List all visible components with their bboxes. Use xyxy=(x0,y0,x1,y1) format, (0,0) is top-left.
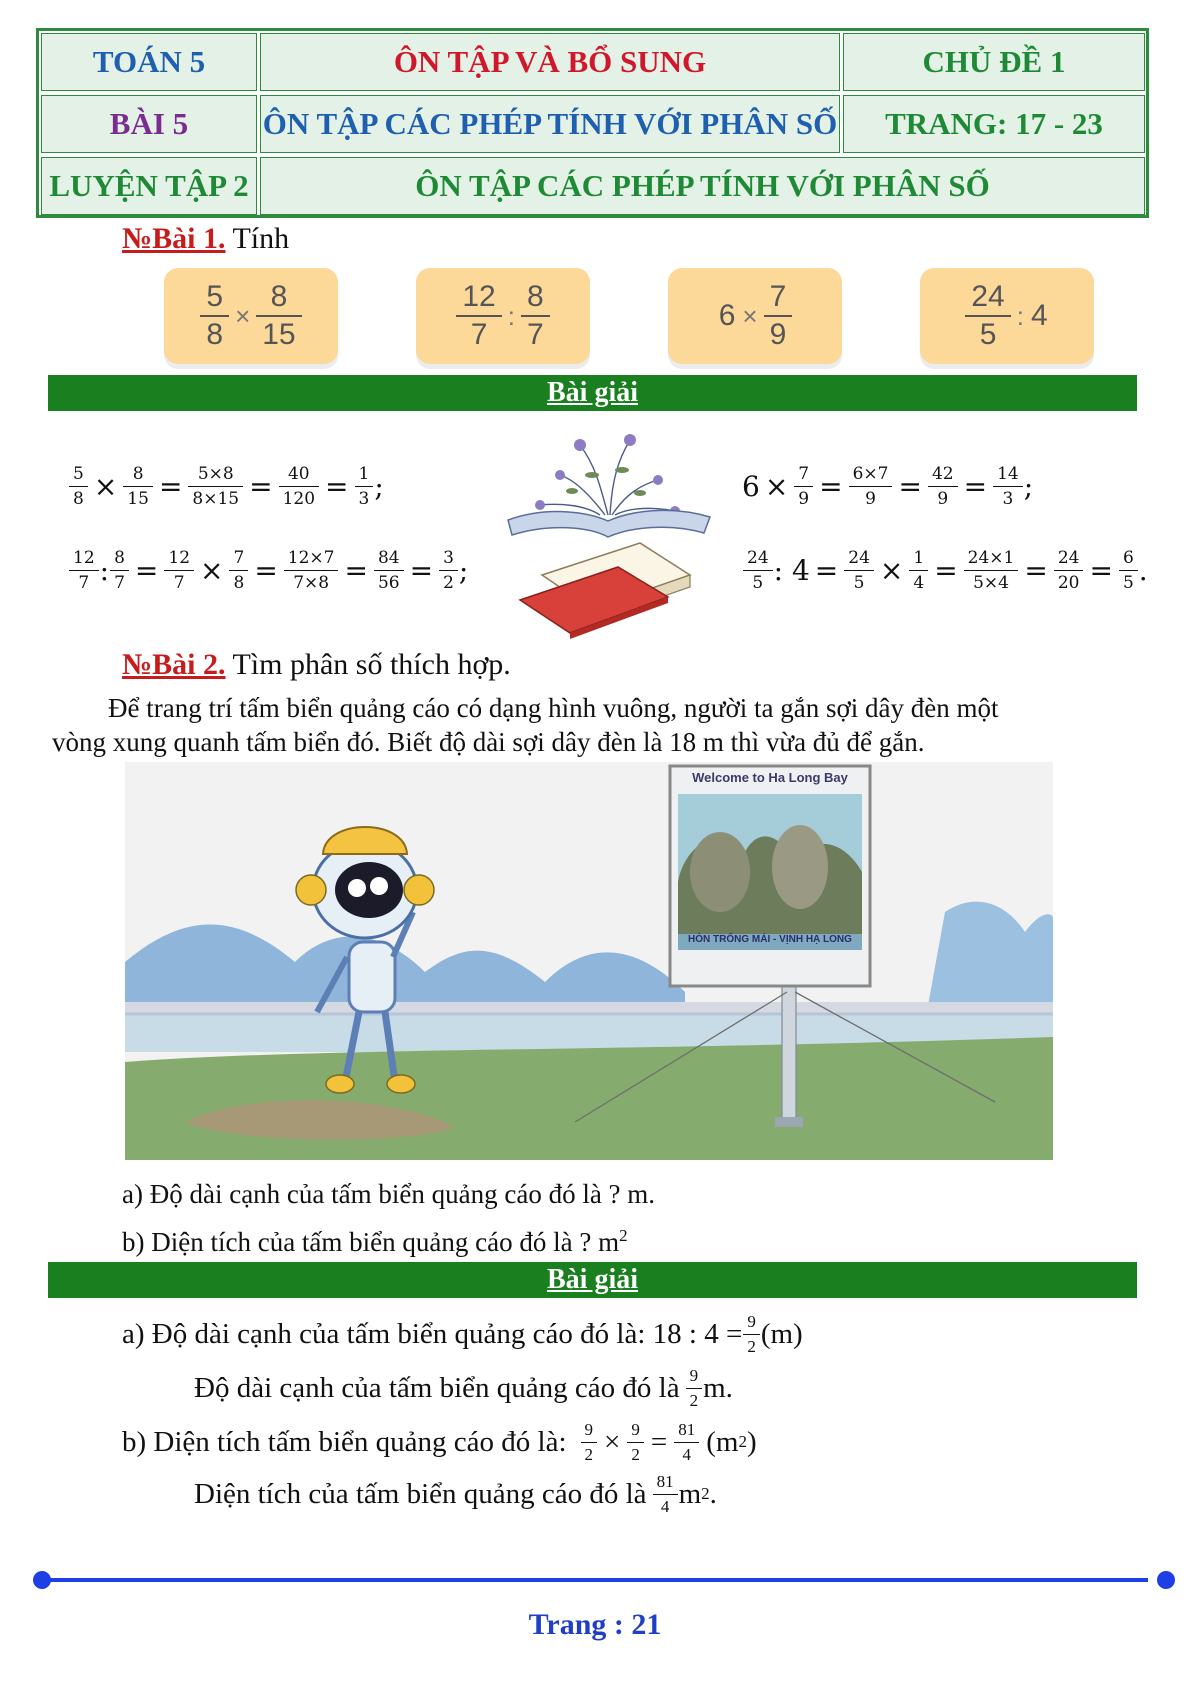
scene-drawing xyxy=(125,762,1053,1160)
topic-cell: ÔN TẬP VÀ BỔ SUNG xyxy=(260,33,840,91)
ex1-instruction: Tính xyxy=(232,222,290,255)
ex1-solution-3: 6 × 7 9 = 6×7 9 = 42 9 = 14 3 ; xyxy=(742,464,1034,509)
pages-cell: TRANG: 17 - 23 xyxy=(843,95,1145,153)
sign-caption: HÒN TRỐNG MÁI - VỊNH HẠ LONG xyxy=(688,934,852,945)
ex2-solution-a: a) Độ dài cạnh của tấm biển quảng cáo đó là: 18 : 4 = 9 2 (m) xyxy=(122,1310,803,1358)
ex1-solution-2: 12 7 : 8 7 = 12 7 × 7 8 = 12×7 7×8 = 84 56 = 3 2 ; xyxy=(68,546,468,595)
ex1-solution-1: 5 8 × 8 15 = 5×8 8×15 = 40 120 = 1 3 ; xyxy=(68,462,384,511)
sign-header: Welcome to Ha Long Bay xyxy=(692,770,848,785)
chapter-cell: CHỦ ĐỀ 1 xyxy=(843,33,1145,91)
ex1-solution-4: 24 5 : 4 = 24 5 × 1 4 = 24×1 5×4 = 24 20 = 6 5 . xyxy=(742,546,1148,595)
ex2-label: №Bài 2. xyxy=(122,648,226,681)
ex1-solution-bar: Bài giải xyxy=(48,375,1137,411)
subject-cell: TOÁN 5 xyxy=(41,33,257,91)
ex2-problem-line-2: vòng xung quanh tấm biển đó. Biết độ dài sợi dây đèn là 18 m thì vừa đủ để gắn. xyxy=(52,727,925,757)
lesson-cell: BÀI 5 xyxy=(41,95,257,153)
exercise-card-3: 6 × 7 9 xyxy=(668,268,842,364)
ex1-heading xyxy=(122,222,289,256)
exercise-card-4: 24 5 : 4 xyxy=(920,268,1094,364)
footer-dot-right xyxy=(1157,1571,1175,1589)
page-number: Trang : 21 xyxy=(528,1608,662,1641)
ex1-label: №Bài 1. xyxy=(122,222,226,255)
exercise-card-2: 12 7 : 8 7 xyxy=(416,268,590,364)
ex2-problem-line-1: Để trang trí tấm biển quảng cáo có dạng hình vuông, người ta gắn sợi dây đèn một xyxy=(108,693,999,723)
fraction-9-2: 9 2 xyxy=(745,1310,758,1359)
ex2-solution-b: b) Diện tích tấm biển quảng cáo đó là: 9 2 × 9 2 = 81 4 (m 2 ) xyxy=(122,1419,757,1464)
footer-dot-left xyxy=(33,1571,51,1589)
ha-long-illustration xyxy=(125,762,1053,1160)
ex2-solution-a2: Độ dài cạnh của tấm biển quảng cáo đó là 9 2 m. xyxy=(194,1365,733,1410)
ex2-heading xyxy=(122,648,511,682)
ex2-solution-b2: Diện tích của tấm biển quảng cáo đó là 81 4 m 2 . xyxy=(194,1471,717,1516)
ex2-question-b: b) Diện tích của tấm biển quảng cáo đó là ? $m^2$ xyxy=(122,1226,628,1257)
footer-divider xyxy=(42,1578,1148,1582)
header-table xyxy=(36,28,1149,218)
practice-title-cell: ÔN TẬP CÁC PHÉP TÍNH VỚI PHÂN SỐ xyxy=(260,157,1145,215)
exercise-card-1: 5 8 × 8 15 xyxy=(164,268,338,364)
ex2-solution-bar: Bài giải xyxy=(48,1262,1137,1298)
ex2-question-a: a) Độ dài cạnh của tấm biển quảng cáo đó là ? m. xyxy=(122,1179,656,1209)
ex2-instruction: Tìm phân số thích hợp. xyxy=(232,648,511,681)
practice-cell: LUYỆN TẬP 2 xyxy=(41,157,257,215)
book-flowers-icon xyxy=(500,425,715,640)
lesson-title-cell: ÔN TẬP CÁC PHÉP TÍNH VỚI PHÂN SỐ xyxy=(260,95,840,153)
